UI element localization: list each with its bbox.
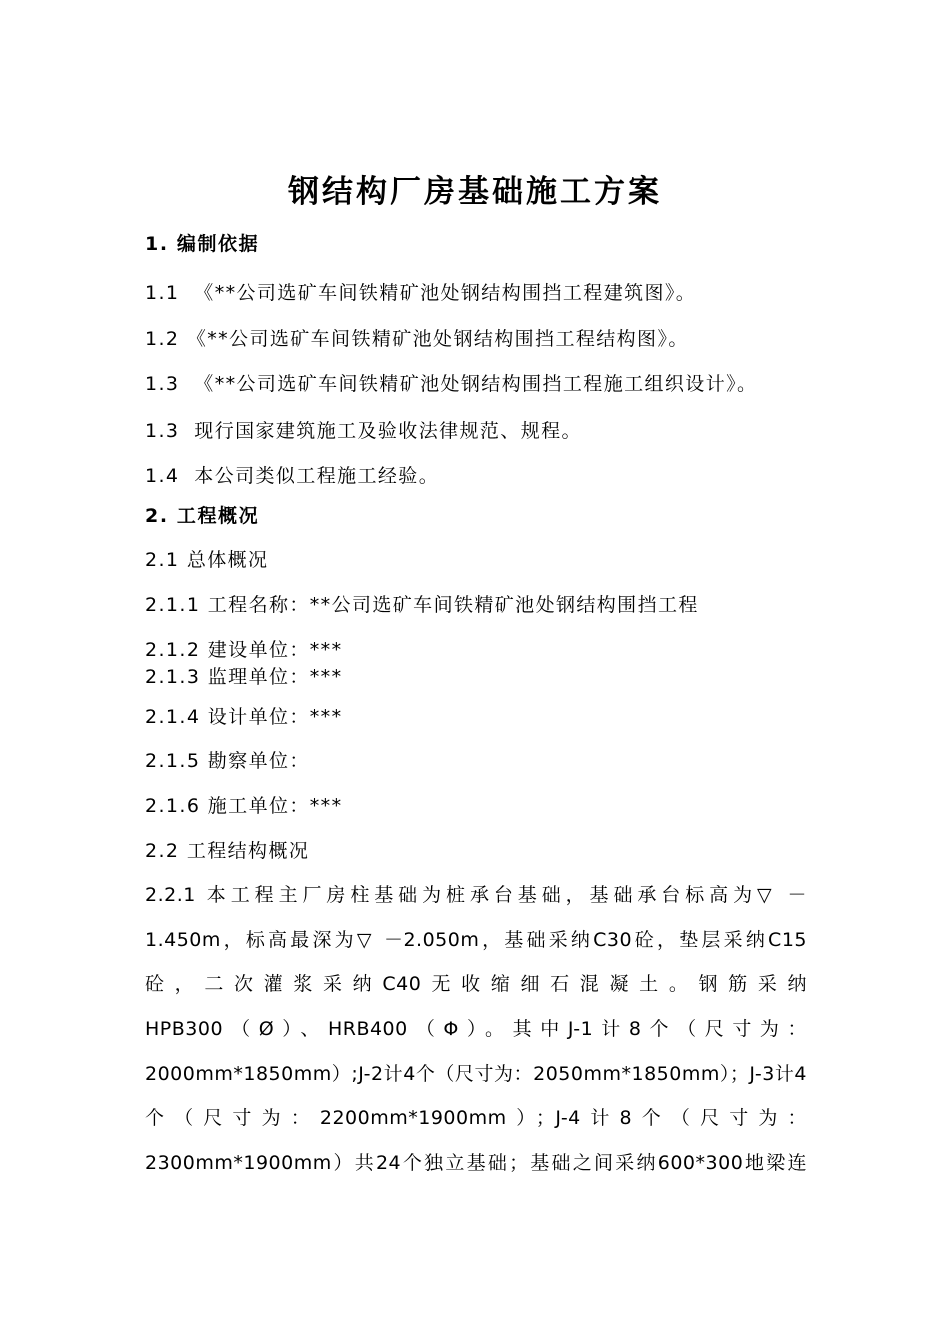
paragraph-1-1: 1.1 《**公司选矿车间铁精矿池处钢结构围挡工程建筑图》。	[145, 282, 697, 304]
section-heading-1: 1. 编制依据	[145, 233, 260, 255]
paragraph-2-2-1-line: 个（尺寸为：2200mm*1900mm）；J-4计8个（尺寸为：	[145, 1107, 807, 1129]
paragraph-2-1-5: 2.1.5 勘察单位：	[145, 750, 310, 772]
paragraph-2-2-1-line: 砼，二次灌浆采纳C40无收缩细石混凝土。钢筋采纳	[145, 973, 807, 995]
paragraph-1-3a: 1.3 《**公司选矿车间铁精矿池处钢结构围挡工程施工组织设计》。	[145, 373, 758, 395]
document-title: 钢结构厂房基础施工方案	[288, 174, 662, 210]
paragraph-2-2-1-line: 2000mm*1850mm）;J-2计4个（尺寸为：2050mm*1850mm）；J-3计4	[145, 1063, 807, 1085]
section-heading-2: 2. 工程概况	[145, 505, 260, 527]
paragraph-2-1: 2.1 总体概况	[145, 549, 269, 571]
paragraph-2-2-1-line: 2300mm*1900mm）共24个独立基础；基础之间采纳600*300地梁连	[145, 1152, 807, 1174]
paragraph-2-1-2: 2.1.2 建设单位：***	[145, 639, 343, 661]
paragraph-2-2-1-line: 1.450m，标高最深为▽ －2.050m，基础采纳C30砼，垫层采纳C15	[145, 929, 807, 951]
paragraph-2-1-4: 2.1.4 设计单位：***	[145, 706, 343, 728]
paragraph-2-1-3: 2.1.3 监理单位：***	[145, 666, 343, 688]
paragraph-2-1-1: 2.1.1 工程名称：**公司选矿车间铁精矿池处钢结构围挡工程	[145, 594, 699, 616]
paragraph-2-2: 2.2 工程结构概况	[145, 840, 310, 862]
paragraph-2-2-1-line: HPB300（Ø）、HRB400（Φ）。其中J-1计8个（尺寸为：	[145, 1018, 807, 1040]
paragraph-1-2: 1.2 《**公司选矿车间铁精矿池处钢结构围挡工程结构图》。	[145, 328, 689, 350]
paragraph-2-1-6: 2.1.6 施工单位：***	[145, 795, 343, 817]
paragraph-1-3b: 1.3 现行国家建筑施工及验收法律规范、规程。	[145, 420, 582, 442]
paragraph-2-2-1-line: 2.2.1 本工程主厂房柱基础为桩承台基础，基础承台标高为▽ －	[145, 884, 807, 906]
paragraph-1-4: 1.4 本公司类似工程施工经验。	[145, 465, 440, 487]
